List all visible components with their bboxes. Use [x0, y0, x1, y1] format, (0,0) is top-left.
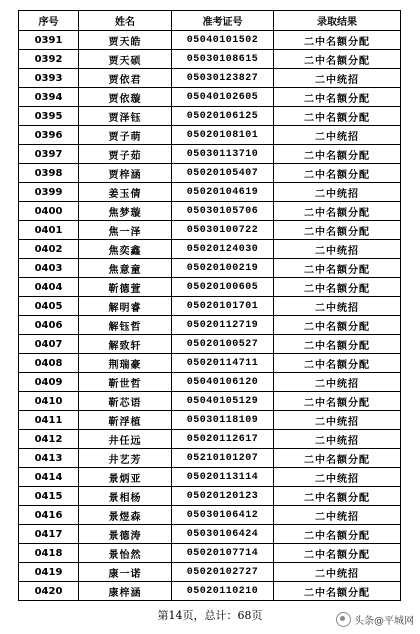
cell-result: 二中统招 [274, 240, 401, 259]
cell-result: 二中统招 [274, 430, 401, 449]
header-exam-id: 准考证号 [172, 11, 274, 31]
cell-result: 二中名额分配 [274, 164, 401, 183]
cell-result: 二中名额分配 [274, 107, 401, 126]
table-row [19, 107, 401, 126]
cell-exam-id: 05020114711 [172, 354, 274, 373]
table-row [19, 88, 401, 107]
cell-serial-number: 0411 [19, 411, 79, 430]
cell-result: 二中统招 [274, 69, 401, 88]
cell-exam-id: 05040106120 [172, 373, 274, 392]
cell-exam-id: 05020107714 [172, 544, 274, 563]
cell-serial-number: 0401 [19, 221, 79, 240]
table-row [19, 126, 401, 145]
cell-name: 贾泽钰 [79, 107, 172, 126]
table-row [19, 145, 401, 164]
cell-exam-id: 05020112719 [172, 316, 274, 335]
cell-exam-id: 05040105129 [172, 392, 274, 411]
cell-serial-number: 0420 [19, 582, 79, 601]
cell-exam-id: 05030106424 [172, 525, 274, 544]
table-row [19, 487, 401, 506]
table-row [19, 50, 401, 69]
table-header-row [19, 11, 401, 31]
cell-exam-id: 05020110210 [172, 582, 274, 601]
cell-exam-id: 05020108101 [172, 126, 274, 145]
cell-exam-id: 05030106412 [172, 506, 274, 525]
watermark-logo-icon [336, 612, 351, 627]
table-row [19, 183, 401, 202]
table-row [19, 563, 401, 582]
cell-exam-id: 05030105706 [172, 202, 274, 221]
cell-serial-number: 0416 [19, 506, 79, 525]
cell-name: 贾依璇 [79, 88, 172, 107]
cell-result: 二中名额分配 [274, 335, 401, 354]
cell-name: 景炳亚 [79, 468, 172, 487]
cell-exam-id: 05020105407 [172, 164, 274, 183]
admission-table [18, 10, 401, 601]
cell-exam-id: 05020124030 [172, 240, 274, 259]
cell-exam-id: 05020100527 [172, 335, 274, 354]
cell-serial-number: 0402 [19, 240, 79, 259]
table-row [19, 316, 401, 335]
cell-name: 焦奕鑫 [79, 240, 172, 259]
cell-serial-number: 0398 [19, 164, 79, 183]
cell-result: 二中统招 [274, 468, 401, 487]
cell-serial-number: 0395 [19, 107, 79, 126]
header-result: 录取结果 [274, 11, 401, 31]
cell-result: 二中名额分配 [274, 354, 401, 373]
cell-serial-number: 0408 [19, 354, 79, 373]
cell-result: 二中名额分配 [274, 202, 401, 221]
cell-result: 二中名额分配 [274, 487, 401, 506]
cell-result: 二中统招 [274, 563, 401, 582]
cell-result: 二中名额分配 [274, 221, 401, 240]
table-row [19, 335, 401, 354]
cell-name: 姜玉倩 [79, 183, 172, 202]
cell-name: 靳德萱 [79, 278, 172, 297]
table-row [19, 449, 401, 468]
cell-name: 解致轩 [79, 335, 172, 354]
cell-name: 靳芯语 [79, 392, 172, 411]
table-row [19, 506, 401, 525]
header-serial-number: 序号 [19, 11, 79, 31]
cell-serial-number: 0406 [19, 316, 79, 335]
cell-name: 井艺芳 [79, 449, 172, 468]
table-row [19, 259, 401, 278]
cell-serial-number: 0414 [19, 468, 79, 487]
cell-result: 二中名额分配 [274, 392, 401, 411]
cell-name: 贾梓涵 [79, 164, 172, 183]
cell-serial-number: 0418 [19, 544, 79, 563]
page-footer: 第14页，总计：68页 [157, 609, 263, 622]
cell-name: 靳世哲 [79, 373, 172, 392]
cell-serial-number: 0396 [19, 126, 79, 145]
cell-exam-id: 05020100605 [172, 278, 274, 297]
cell-result: 二中统招 [274, 126, 401, 145]
cell-name: 贾天皓 [79, 31, 172, 50]
table-row [19, 31, 401, 50]
cell-serial-number: 0403 [19, 259, 79, 278]
cell-exam-id: 05020120123 [172, 487, 274, 506]
cell-result: 二中名额分配 [274, 145, 401, 164]
cell-serial-number: 0397 [19, 145, 79, 164]
table-row [19, 373, 401, 392]
cell-serial-number: 0391 [19, 31, 79, 50]
cell-result: 二中名额分配 [274, 544, 401, 563]
cell-serial-number: 0394 [19, 88, 79, 107]
cell-serial-number: 0413 [19, 449, 79, 468]
cell-exam-id: 05030123827 [172, 69, 274, 88]
cell-serial-number: 0417 [19, 525, 79, 544]
watermark-text: 头条@平城网 [354, 616, 414, 627]
cell-serial-number: 0415 [19, 487, 79, 506]
table-row [19, 468, 401, 487]
cell-result: 二中统招 [274, 183, 401, 202]
cell-name: 贾天硕 [79, 50, 172, 69]
cell-name: 景煜森 [79, 506, 172, 525]
cell-exam-id: 05020102727 [172, 563, 274, 582]
cell-serial-number: 0404 [19, 278, 79, 297]
cell-exam-id: 05020112617 [172, 430, 274, 449]
cell-name: 景德涛 [79, 525, 172, 544]
table-row [19, 297, 401, 316]
cell-name: 解明睿 [79, 297, 172, 316]
cell-serial-number: 0393 [19, 69, 79, 88]
cell-name: 贾子茹 [79, 145, 172, 164]
table-row [19, 354, 401, 373]
cell-result: 二中名额分配 [274, 50, 401, 69]
table-row [19, 544, 401, 563]
table-row [19, 525, 401, 544]
cell-name: 焦梦璇 [79, 202, 172, 221]
cell-serial-number: 0405 [19, 297, 79, 316]
table-row [19, 221, 401, 240]
cell-name: 贾依君 [79, 69, 172, 88]
cell-result: 二中名额分配 [274, 525, 401, 544]
cell-serial-number: 0407 [19, 335, 79, 354]
cell-name: 荆瑞豪 [79, 354, 172, 373]
cell-serial-number: 0392 [19, 50, 79, 69]
cell-name: 焦意童 [79, 259, 172, 278]
cell-serial-number: 0419 [19, 563, 79, 582]
cell-result: 二中统招 [274, 506, 401, 525]
cell-exam-id: 05030118109 [172, 411, 274, 430]
cell-name: 井任远 [79, 430, 172, 449]
cell-result: 二中名额分配 [274, 582, 401, 601]
cell-result: 二中名额分配 [274, 316, 401, 335]
table-row [19, 430, 401, 449]
cell-name: 景相杨 [79, 487, 172, 506]
cell-exam-id: 05030108615 [172, 50, 274, 69]
table-row [19, 240, 401, 259]
cell-result: 二中统招 [274, 373, 401, 392]
table-row [19, 202, 401, 221]
cell-result: 二中统招 [274, 297, 401, 316]
table-row [19, 582, 401, 601]
cell-result: 二中名额分配 [274, 278, 401, 297]
cell-exam-id: 05040101502 [172, 31, 274, 50]
cell-exam-id: 05210101207 [172, 449, 274, 468]
cell-serial-number: 0400 [19, 202, 79, 221]
cell-serial-number: 0412 [19, 430, 79, 449]
cell-exam-id: 05040102605 [172, 88, 274, 107]
cell-exam-id: 05020100219 [172, 259, 274, 278]
table-row [19, 278, 401, 297]
cell-exam-id: 05030113710 [172, 145, 274, 164]
table-row [19, 392, 401, 411]
cell-result: 二中统招 [274, 411, 401, 430]
cell-name: 靳浮植 [79, 411, 172, 430]
cell-name: 康梓涵 [79, 582, 172, 601]
cell-exam-id: 05020104619 [172, 183, 274, 202]
cell-serial-number: 0410 [19, 392, 79, 411]
header-name: 姓名 [79, 11, 172, 31]
cell-exam-id: 05020101701 [172, 297, 274, 316]
table-row [19, 69, 401, 88]
cell-result: 二中名额分配 [274, 31, 401, 50]
cell-serial-number: 0399 [19, 183, 79, 202]
cell-result: 二中名额分配 [274, 449, 401, 468]
cell-result: 二中名额分配 [274, 88, 401, 107]
cell-exam-id: 05020113114 [172, 468, 274, 487]
table-row [19, 411, 401, 430]
cell-name: 贾子萌 [79, 126, 172, 145]
cell-result: 二中名额分配 [274, 259, 401, 278]
cell-name: 康一诺 [79, 563, 172, 582]
cell-name: 解钰哲 [79, 316, 172, 335]
cell-name: 焦一泽 [79, 221, 172, 240]
cell-exam-id: 05030100722 [172, 221, 274, 240]
cell-exam-id: 05020106125 [172, 107, 274, 126]
table-row [19, 164, 401, 183]
watermark [336, 612, 414, 627]
cell-name: 景怡然 [79, 544, 172, 563]
cell-serial-number: 0409 [19, 373, 79, 392]
